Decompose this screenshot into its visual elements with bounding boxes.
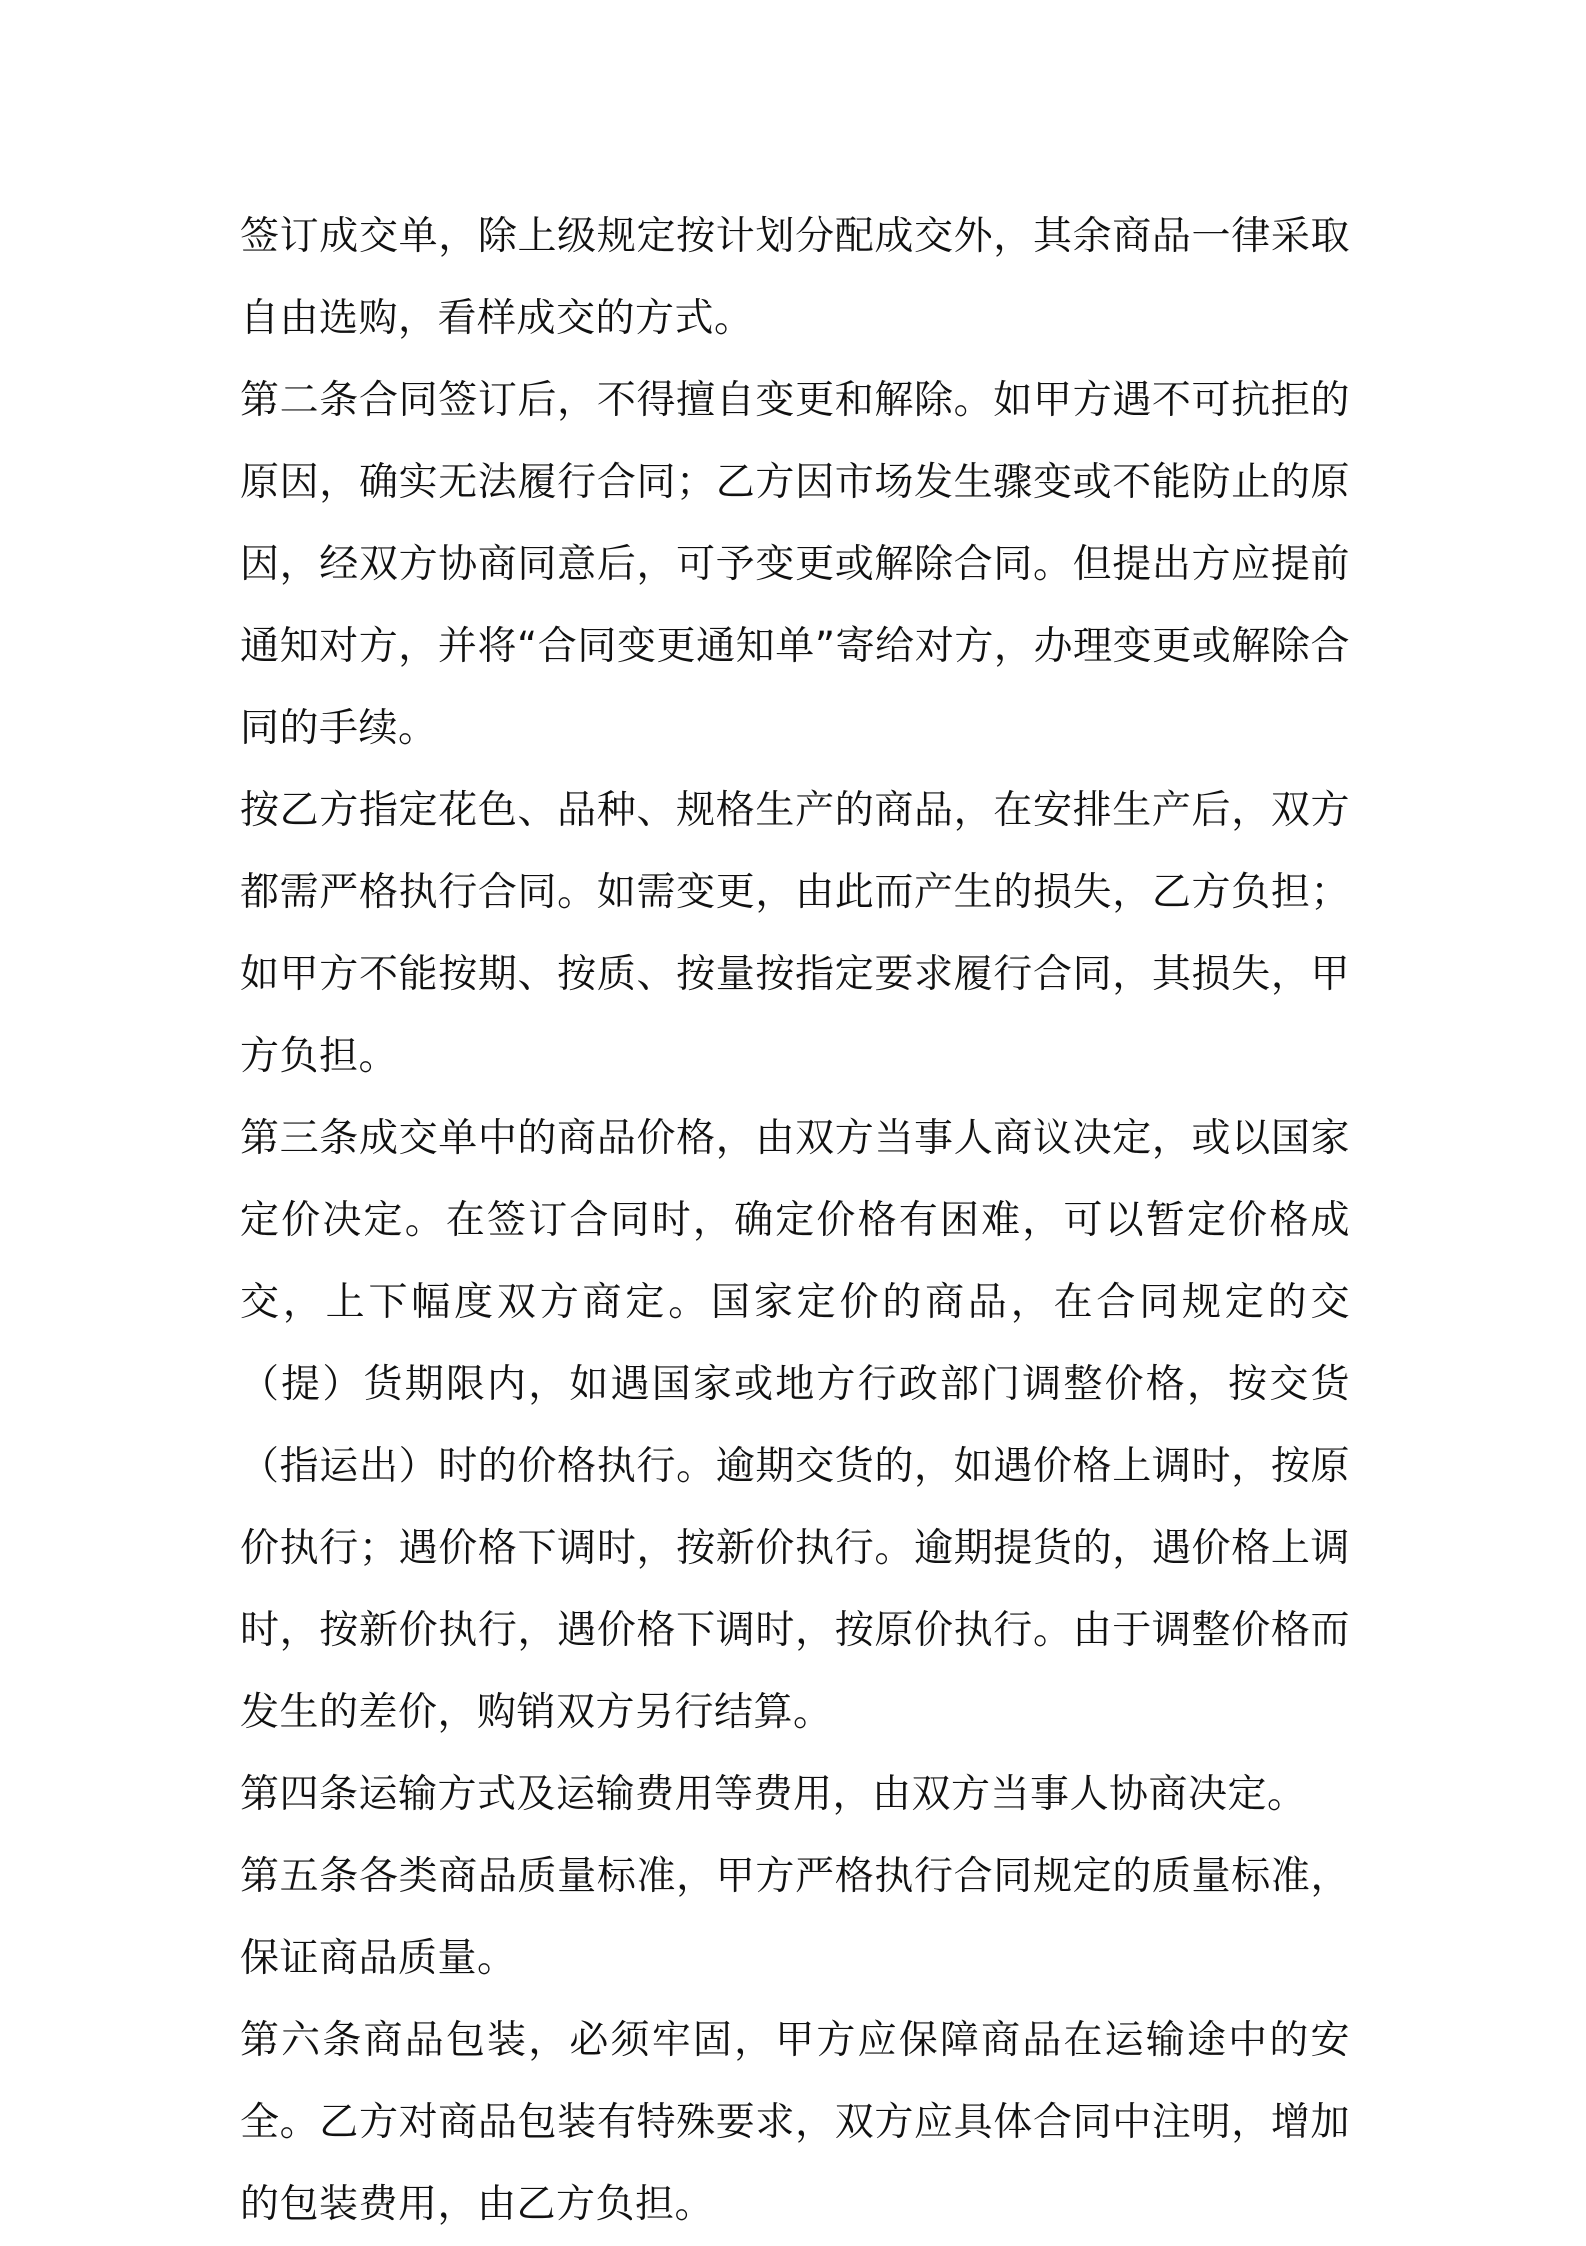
- paragraph-selection-method: 签订成交单，除上级规定按计划分配成交外，其余商品一律采取自由选购，看样成交的方式。: [240, 214, 1350, 341]
- contract-body: [240, 196, 1350, 2246]
- paragraph-article-5: 第五条各类商品质量标准，甲方严格执行合同规定的质量标准，保证商品质量。: [240, 1854, 1350, 1981]
- paragraph-article-6: 第六条商品包装，必须牢固，甲方应保障商品在运输途中的安全。乙方对商品包装有特殊要求，双方应具体合同中注明，增加的包装费用，由乙方负担。: [240, 2018, 1350, 2227]
- paragraph-article-2: 第二条合同签订后，不得擅自变更和解除。如甲方遇不可抗拒的原因，确实无法履行合同；乙方因市场发生骤变或不能防止的原因，经双方协商同意后，可予变更或解除合同。但提出方应提前通知对方，并将“合同变更通知单”寄给对方，办理变更或解除合同的手续。: [240, 378, 1350, 751]
- paragraph-specified-goods: 按乙方指定花色、品种、规格生产的商品，在安排生产后，双方都需严格执行合同。如需变更，由此而产生的损失，乙方负担；如甲方不能按期、按质、按量按指定要求履行合同，其损失，甲方负担。: [240, 788, 1350, 1079]
- paragraph-article-3: 第三条成交单中的商品价格，由双方当事人商议决定，或以国家定价决定。在签订合同时，确定价格有困难，可以暂定价格成交，上下幅度双方商定。国家定价的商品，在合同规定的交（提）货期限内，如遇国家或地方行政部门调整价格，按交货（指运出）时的价格执行。逾期交货的，如遇价格上调时，按原价执行；遇价格下调时，按新价执行。逾期提货的，遇价格上调时，按新价执行，遇价格下调时，按原价执行。由于调整价格而发生的差价，购销双方另行结算。: [240, 1116, 1350, 1735]
- paragraph-article-4: 第四条运输方式及运输费用等费用，由双方当事人协商决定。: [240, 1772, 1307, 1817]
